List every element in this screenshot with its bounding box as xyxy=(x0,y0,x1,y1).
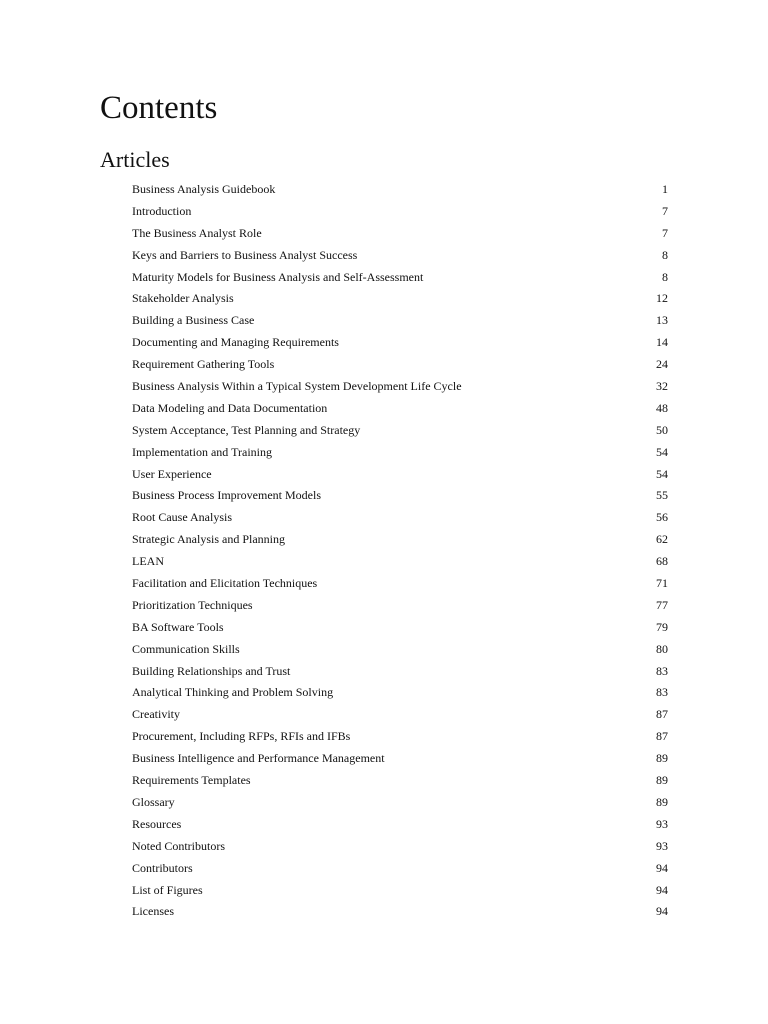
toc-entry-title: The Business Analyst Role xyxy=(132,225,262,240)
toc-entry-title: List of Figures xyxy=(132,882,203,897)
toc-entry-title: System Acceptance, Test Planning and Strategy xyxy=(132,422,361,437)
toc-entry-title: Creativity xyxy=(132,707,180,722)
toc-entry xyxy=(132,726,668,748)
toc-entry-title: Business Process Improvement Models xyxy=(132,488,321,503)
toc-entry-title: Communication Skills xyxy=(132,641,240,656)
toc-entry-page-number: 93 xyxy=(656,816,668,831)
toc-entry-title: Licenses xyxy=(132,904,174,919)
toc-entry xyxy=(132,617,668,639)
toc-entry-page-number: 68 xyxy=(656,554,668,569)
toc-entry-title: Prioritization Techniques xyxy=(132,597,253,612)
toc-entry xyxy=(132,442,668,464)
toc-entry-page-number: 94 xyxy=(656,882,668,897)
toc-entry-title: Contributors xyxy=(132,860,193,875)
toc-entry xyxy=(132,639,668,661)
toc-entry xyxy=(132,836,668,858)
toc-entry xyxy=(132,573,668,595)
toc-entry-title: Facilitation and Elicitation Techniques xyxy=(132,576,318,591)
toc-entry-title: Stakeholder Analysis xyxy=(132,291,234,306)
toc-entry-title: Building a Business Case xyxy=(132,313,255,328)
toc-entry xyxy=(132,332,668,354)
toc-entry-page-number: 93 xyxy=(656,838,668,853)
toc-entry-page-number: 94 xyxy=(656,904,668,919)
toc-entry-page-number: 56 xyxy=(656,510,668,525)
toc-entry xyxy=(132,551,668,573)
toc-entry-page-number: 83 xyxy=(656,685,668,700)
toc-entry-page-number: 79 xyxy=(656,619,668,634)
toc-entry xyxy=(132,179,668,201)
table-of-contents xyxy=(132,179,668,923)
toc-entry-page-number: 7 xyxy=(662,225,668,240)
toc-entry-title: Requirements Templates xyxy=(132,773,251,788)
toc-entry xyxy=(132,858,668,880)
toc-entry-title: Glossary xyxy=(132,794,175,809)
toc-entry xyxy=(132,354,668,376)
toc-entry-page-number: 77 xyxy=(656,597,668,612)
toc-entry-title: Procurement, Including RFPs, RFIs and IFBs xyxy=(132,729,351,744)
toc-entry-page-number: 13 xyxy=(656,313,668,328)
toc-entry xyxy=(132,814,668,836)
toc-entry xyxy=(132,661,668,683)
toc-entry xyxy=(132,245,668,267)
toc-entry-page-number: 80 xyxy=(656,641,668,656)
toc-entry-title: Data Modeling and Data Documentation xyxy=(132,400,328,415)
toc-entry xyxy=(132,485,668,507)
toc-entry xyxy=(132,267,668,289)
toc-entry xyxy=(132,529,668,551)
toc-entry xyxy=(132,748,668,770)
toc-entry-title: Introduction xyxy=(132,203,192,218)
toc-entry-page-number: 94 xyxy=(656,860,668,875)
toc-entry-title: Business Analysis Within a Typical System Development Life Cycle xyxy=(132,379,462,394)
toc-entry-page-number: 7 xyxy=(662,203,668,218)
toc-entry-title: Business Analysis Guidebook xyxy=(132,182,276,196)
toc-entry-page-number: 50 xyxy=(656,422,668,437)
toc-entry-page-number: 87 xyxy=(656,707,668,722)
toc-entry-title: Keys and Barriers to Business Analyst Success xyxy=(132,247,358,262)
toc-entry-page-number: 8 xyxy=(662,269,668,284)
toc-entry-page-number: 48 xyxy=(656,400,668,415)
toc-entry xyxy=(132,901,668,923)
toc-entry-page-number: 55 xyxy=(656,488,668,503)
section-heading-articles: Articles xyxy=(100,147,170,172)
toc-entry-page-number: 54 xyxy=(656,444,668,459)
page-title: Contents xyxy=(100,90,218,126)
toc-entry-title: Root Cause Analysis xyxy=(132,510,233,525)
toc-entry-title: Noted Contributors xyxy=(132,838,225,853)
toc-entry xyxy=(132,310,668,332)
toc-entry-page-number: 54 xyxy=(656,466,668,481)
toc-entry-title: Documenting and Managing Requirements xyxy=(132,335,339,350)
toc-entry-page-number: 83 xyxy=(656,663,668,678)
toc-entry-title: Strategic Analysis and Planning xyxy=(132,532,285,547)
toc-entry-page-number: 24 xyxy=(656,357,668,372)
toc-entry xyxy=(132,288,668,310)
toc-entry-page-number: 32 xyxy=(656,379,668,394)
toc-entry-title: Requirement Gathering Tools xyxy=(132,357,275,372)
toc-entry-page-number: 87 xyxy=(656,729,668,744)
toc-entry-page-number: 62 xyxy=(656,532,668,547)
toc-entry xyxy=(132,201,668,223)
toc-entry xyxy=(132,770,668,792)
toc-entry-page-number: 71 xyxy=(656,576,668,591)
toc-entry-page-number: 12 xyxy=(656,291,668,306)
toc-entry-title: User Experience xyxy=(132,466,212,481)
toc-entry-page-number: 89 xyxy=(656,773,668,788)
toc-entry xyxy=(132,682,668,704)
toc-entry xyxy=(132,507,668,529)
toc-entry-page-number: 14 xyxy=(656,335,668,350)
toc-entry xyxy=(132,376,668,398)
toc-entry-page-number: 1 xyxy=(662,182,668,196)
toc-entry xyxy=(132,792,668,814)
toc-entry-title: Resources xyxy=(132,816,182,831)
toc-entry-title: Maturity Models for Business Analysis and Self-Assessment xyxy=(132,269,424,284)
toc-entry-title: Implementation and Training xyxy=(132,444,272,459)
toc-entry xyxy=(132,595,668,617)
toc-entry-title: Analytical Thinking and Problem Solving xyxy=(132,685,334,700)
toc-entry-page-number: 89 xyxy=(656,794,668,809)
toc-entry xyxy=(132,464,668,486)
toc-entry xyxy=(132,704,668,726)
toc-entry xyxy=(132,880,668,902)
toc-entry xyxy=(132,420,668,442)
toc-entry-title: BA Software Tools xyxy=(132,619,224,634)
toc-entry-title: LEAN xyxy=(132,554,164,569)
toc-entry-page-number: 8 xyxy=(662,247,668,262)
toc-entry xyxy=(132,223,668,245)
toc-entry xyxy=(132,398,668,420)
toc-entry-page-number: 89 xyxy=(656,751,668,766)
toc-entry-title: Business Intelligence and Performance Management xyxy=(132,751,385,766)
toc-entry-title: Building Relationships and Trust xyxy=(132,663,291,678)
